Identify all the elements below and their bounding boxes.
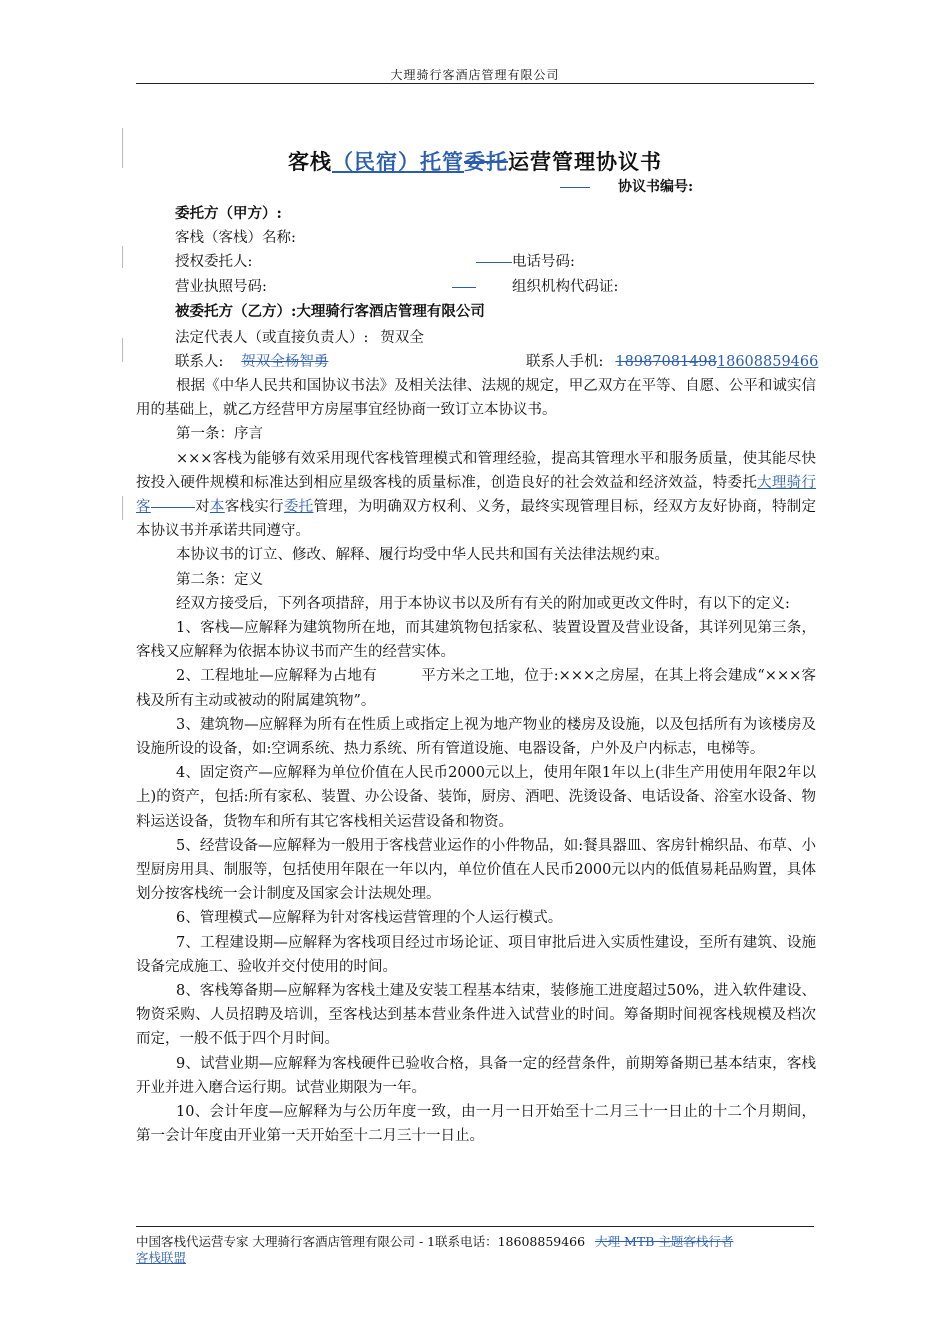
contact-deleted: 贺双全杨智勇 <box>241 354 329 370</box>
representative-line: 法定代表人（或直接负责人）: 贺双全 <box>175 330 424 346</box>
title-part1: 客栈 <box>288 149 332 174</box>
mobile-deleted: 18987081498 <box>615 354 717 370</box>
revision-bar <box>122 246 123 268</box>
definition-5: 5、经营设备—应解释为一般用于客栈营业运作的小件物品，如:餐具器皿、客房针棉织品、布草、小型厨房用具、制服等，包括使用年限在一年以内，单位价值在人民币2000元以内的低值易耗品购置，具体划分按客栈统一会计制度及国家会计法规处理。 <box>136 837 816 903</box>
mobile-line: 联系人手机: 1898708149818608859466 <box>526 354 819 370</box>
number-rule <box>560 187 590 188</box>
definition-6: 6、管理模式—应解释为针对客栈运营管理的个人运行模式。 <box>176 910 563 927</box>
title-deleted-text: 委托 <box>464 149 508 174</box>
inserted-text: 委托 <box>283 499 314 516</box>
intro-paragraph: 根据《中华人民共和国协议书法》及相关法律、法规的规定，甲乙双方在平等、自愿、公平和诚实信用的基础上，就乙方经营甲方房屋事宜经协商一致订立本协议书。 <box>136 378 816 419</box>
revision-bar <box>122 128 123 168</box>
definition-8: 8、客栈筹备期—应解释为客栈土建及安装工程基本结束，装修施工进度超过50%，进入软件建设、物资采购、人员招聘及培训，至客栈达到基本营业条件进入试营业的时间。筹备期时间视客栈规模及档次而定，一般不低于四个月时间。 <box>136 983 816 1048</box>
document-title <box>136 146 814 176</box>
title-part2: 运营管理协议书 <box>508 149 662 174</box>
inserted-text: 本 <box>209 499 225 516</box>
title-inserted-text: （民宿）托管 <box>332 149 464 174</box>
license-label: 营业执照号码: <box>175 279 267 295</box>
representative-name: 贺双全 <box>380 330 424 346</box>
article-2-title: 第二条：定义 <box>176 571 263 588</box>
definition-1: 1、客栈—应解释为建筑物所在地，而其建筑物包括家私、装置设置及营业设备，其详列见第三条，客栈又应解释为依据本协议书而产生的经营实体。 <box>136 620 816 661</box>
party-a-heading: 委托方（甲方）: <box>175 205 282 222</box>
footer-inserted: 客栈联盟 <box>136 1250 187 1265</box>
org-code-field: 组织机构代码证: <box>452 275 618 296</box>
inserted-text: 大理骑行客 <box>136 474 817 516</box>
definition-4: 4、固定资产—应解释为单位价值在人民币2000元以上，使用年限1年以上(非生产用使用年限2年以上)的资产，包括:所有家私、装置、办公设备、装饰，厨房、酒吧、洗烫设备、电话设备、浴室水设备、物料运送设备，货物车和所有其它客栈相关运营设备和物资。 <box>136 765 816 830</box>
law-paragraph: 本协议书的订立、修改、解释、履行均受中华人民共和国有关法律法规约束。 <box>176 547 669 564</box>
article-2-intro: 经双方接受后，下列各项措辞，用于本协议书以及所有有关的附加或更改文件时，有以下的定义: <box>176 595 790 612</box>
revision-bar <box>122 496 123 520</box>
revision-bar <box>122 338 123 362</box>
phone-field: 电话号码: <box>476 250 575 271</box>
phone-rule <box>476 262 512 263</box>
authorized-label: 授权委托人: <box>175 254 253 270</box>
definition-9: 9、试营业期—应解释为客栈硬件已验收合格，具备一定的经营条件，前期筹备期已基本结束，客栈开业并进入磨合运行期。试营业期限为一年。 <box>136 1055 816 1096</box>
mobile-inserted: 18608859466 <box>716 354 819 370</box>
definition-3: 3、建筑物—应解释为所有在性质上或指定上视为地产物业的楼房及设施，以及包括所有为该楼房及设施所设的设备，如:空调系统、热力系统、所有管道设施、电器设备，户外及户内标志，电梯等。 <box>136 716 816 758</box>
agreement-body <box>136 374 816 1149</box>
header-rule <box>136 83 814 84</box>
org-rule <box>452 287 476 288</box>
party-b-company: 大理骑行客酒店管理有限公司 <box>296 303 485 320</box>
inn-name-label: 客栈（客栈）名称: <box>175 230 296 246</box>
footer-rule <box>136 1226 814 1227</box>
page-header: 大理骑行客酒店管理有限公司 <box>390 68 560 82</box>
definition-7: 7、工程建设期—应解释为客栈项目经过市场论证、项目审批后进入实质性建设，至所有建筑、设施设备完成施工、验收并交付使用的时间。 <box>136 934 816 975</box>
article-1-paragraph: ×××客栈为能够有效采用现代客栈管理模式和管理经验，提高其管理水平和服务质量，使其能尽快按投入硬件规模和标准达到相应星级客栈的质量标准，创造良好的社会效益和经济效益，特委托大理骑行客 对本客栈实行委托管理，为明确双方权利、义务，最终实现管理目标，经双方友好协商，特制定本协议书并承诺共同遵守。 <box>136 450 817 540</box>
party-b-heading: 被委托方（乙方）:大理骑行客酒店管理有限公司 <box>175 303 485 320</box>
footer-deleted: 大理 MTB 主题客栈行者 <box>595 1234 734 1249</box>
article-1-title: 第一条：序言 <box>176 426 263 443</box>
contact-line: 联系人: 贺双全杨智勇 <box>175 354 329 370</box>
page-footer: 中国客栈代运营专家 大理骑行客酒店管理有限公司 - 1联系电话：18608859466 大理 MTB 主题客栈行者 客栈联盟 <box>136 1234 734 1265</box>
agreement-number: 协议书编号: <box>560 176 693 196</box>
definition-2: 2、工程地址—应解释为占地有 平方米之工地，位于:×××之房屋，在其上将会建成“×××客栈及所有主动或被动的附属建筑物”。 <box>136 668 816 709</box>
definition-10: 10、会计年度—应解释为与公历年度一致，由一月一日开始至十二月三十一日止的十二个月期间，第一会计年度由开业第一天开始至十二月三十一日止。 <box>136 1104 816 1145</box>
page-number: 1 <box>427 1234 436 1249</box>
